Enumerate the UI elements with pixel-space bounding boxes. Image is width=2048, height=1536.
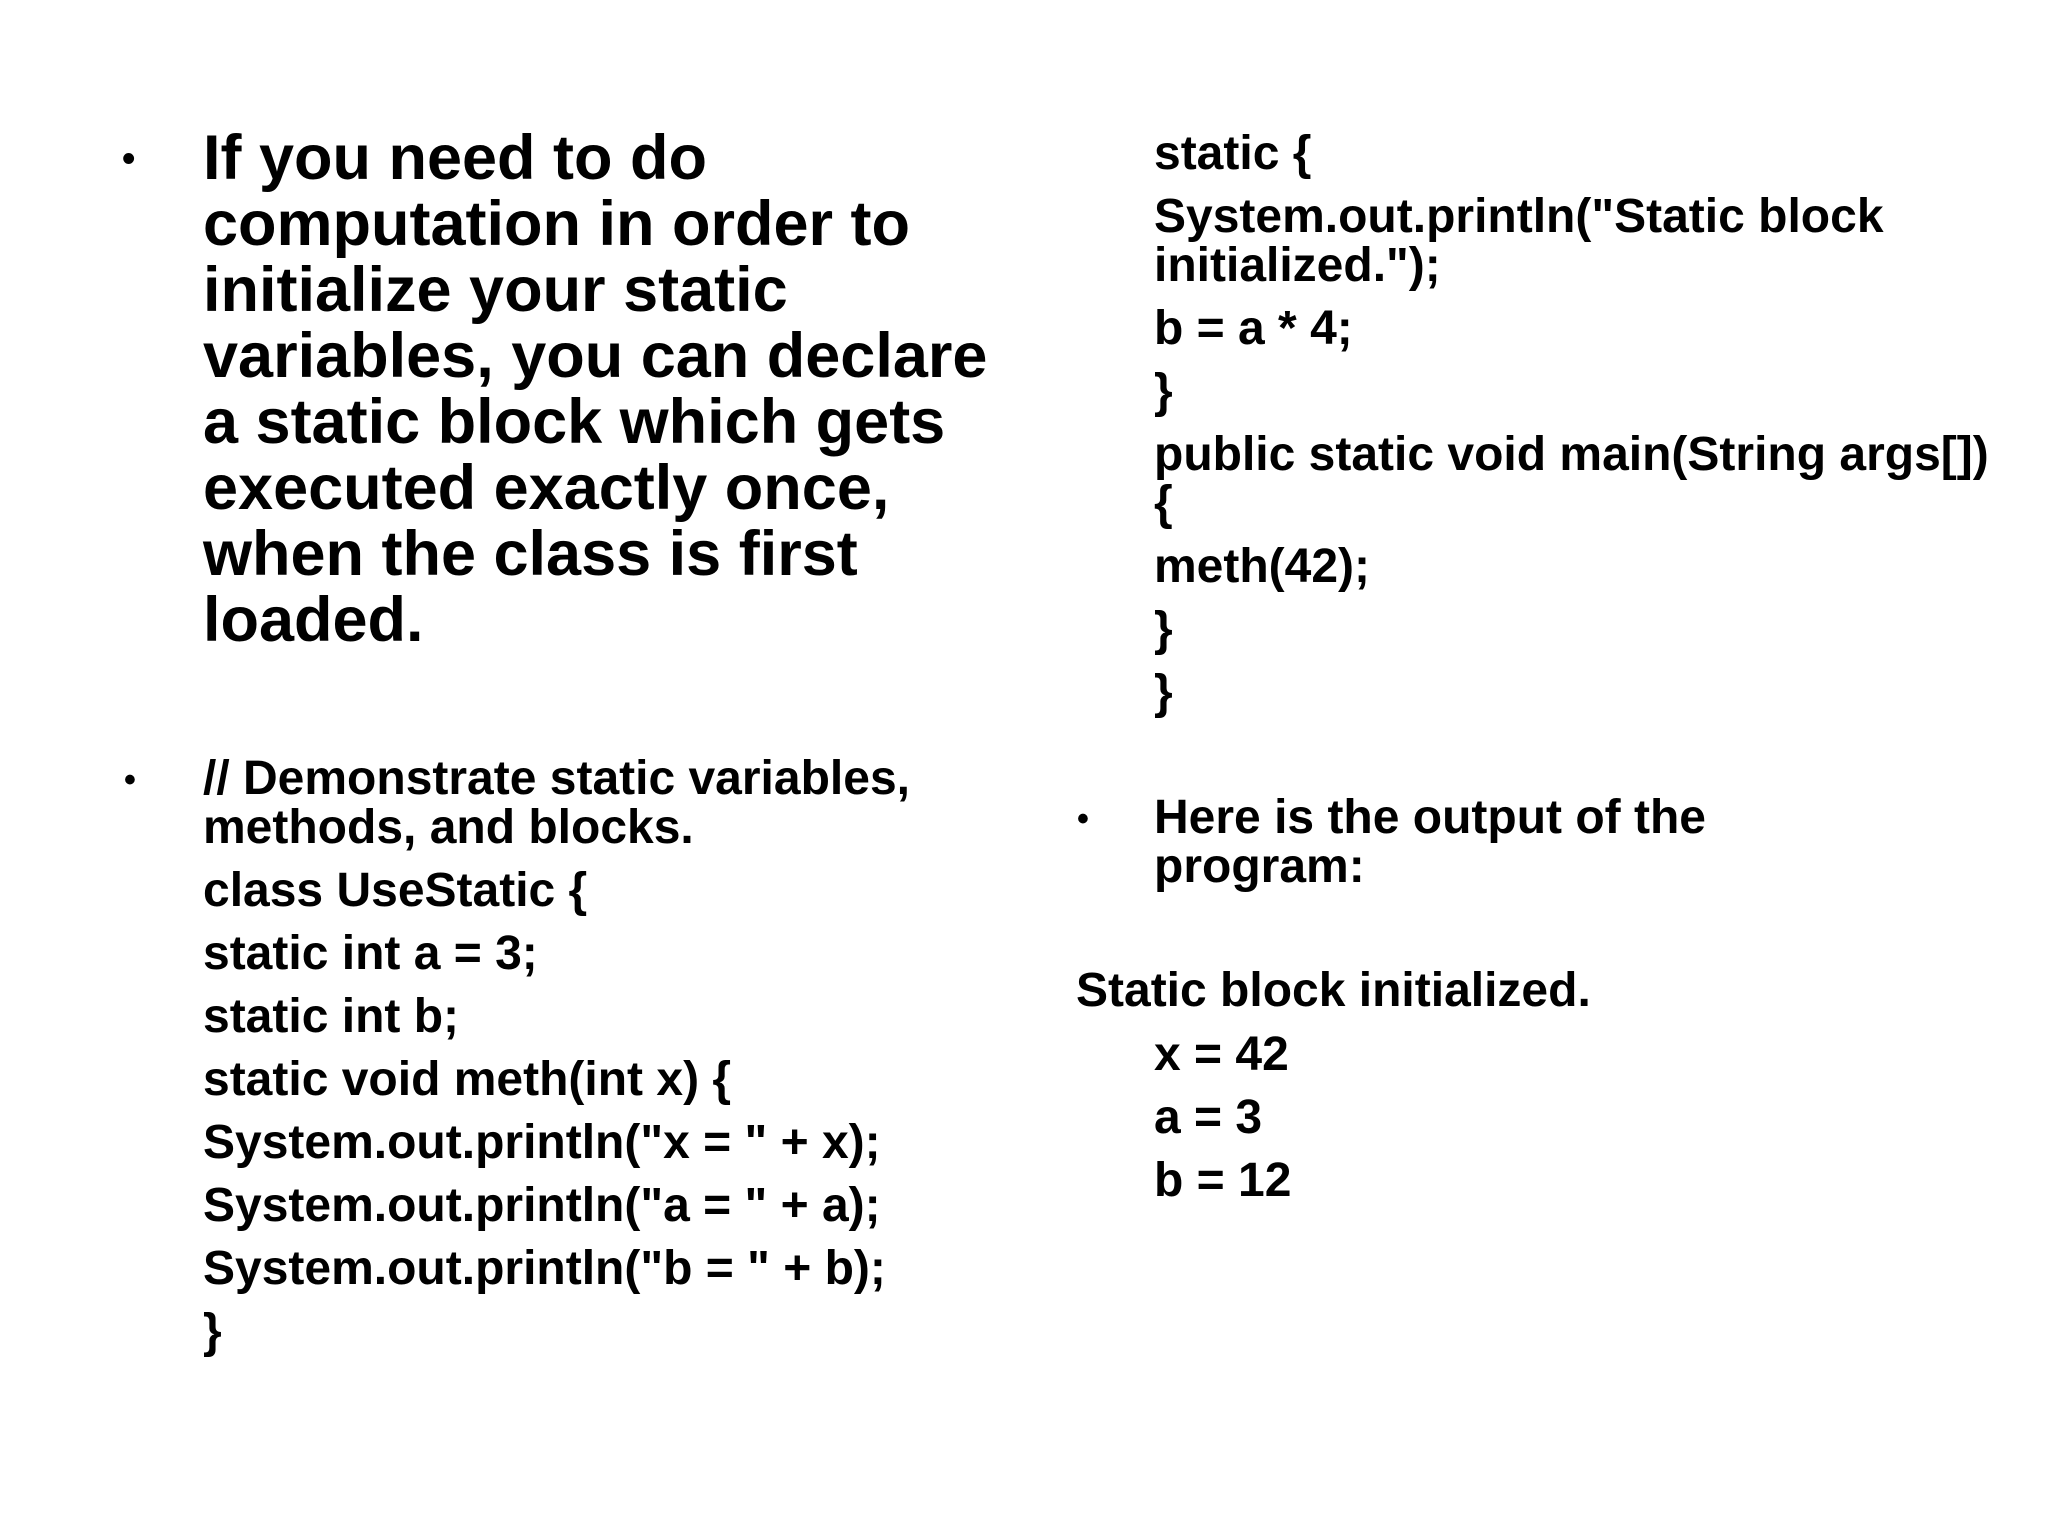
code-block-left: [203, 754, 1023, 1356]
code-line: b = a * 4;: [1154, 302, 1353, 355]
output-intro: Here is the output of the program:: [1154, 791, 1706, 893]
code-line: meth(42);: [1154, 540, 1371, 593]
code-line: System.out.println("b = " + b);: [203, 1242, 886, 1295]
code-line: public static void main(String args[]) {: [1154, 428, 1989, 530]
intro-paragraph: If you need to do computation in order to initialize your static variables, you can declare a static block which gets executed exactly once, when the class is first loaded.: [203, 123, 988, 655]
output-line: b = 12: [1154, 1154, 1292, 1207]
code-line: }: [1154, 365, 1173, 418]
code-line: }: [1154, 603, 1173, 656]
bullet-icon: •: [1077, 800, 1089, 838]
code-line: System.out.println("x = " + x);: [203, 1116, 881, 1169]
code-line: class UseStatic {: [203, 864, 588, 917]
bullet-icon: •: [122, 138, 136, 180]
code-line: static {: [1154, 127, 1312, 180]
output-line: x = 42: [1154, 1028, 1289, 1081]
code-line: static void meth(int x) {: [203, 1053, 732, 1106]
output-line: Static block initialized.: [1076, 964, 1591, 1017]
code-line: }: [203, 1305, 222, 1358]
code-line: static int b;: [203, 990, 460, 1043]
output-block: [1154, 1030, 1291, 1205]
code-block-right: [1154, 129, 2014, 717]
code-line: }: [1154, 666, 1173, 719]
output-line: a = 3: [1154, 1091, 1263, 1144]
bullet-icon: •: [124, 761, 136, 799]
code-line: System.out.println("a = " + a);: [203, 1179, 881, 1232]
code-line: static int a = 3;: [203, 927, 538, 980]
code-line: // Demonstrate static variables, methods, and blocks.: [203, 752, 910, 854]
code-line: System.out.println("Static block initialized.");: [1154, 190, 1884, 292]
